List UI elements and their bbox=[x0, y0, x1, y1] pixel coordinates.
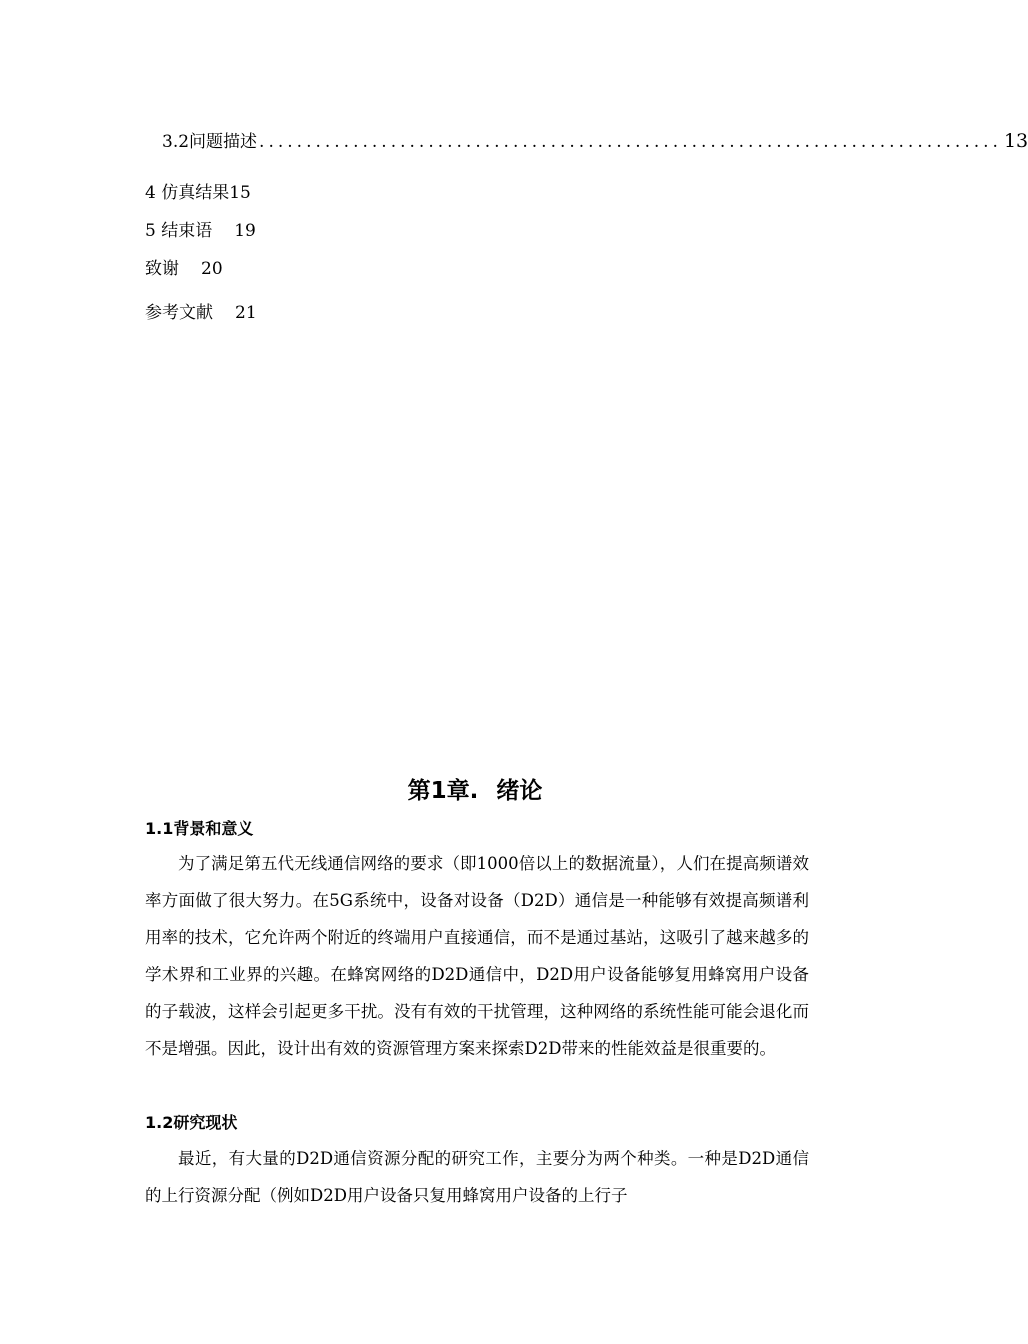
toc-entry-page: 13 bbox=[1003, 130, 1028, 152]
toc-entry-3-2[interactable] bbox=[162, 130, 1028, 153]
toc-entry-acknowledgement[interactable] bbox=[145, 258, 223, 280]
toc-entry-page: 20 bbox=[201, 259, 223, 279]
toc-entry-5[interactable] bbox=[145, 220, 256, 242]
section-heading-1-1: 1.1背景和意义 bbox=[145, 819, 254, 838]
section-paragraph-1-2: 最近，有大量的D2D通信资源分配的研究工作，主要分为两个种类。一种是D2D通信的上行资源分配（例如D2D用户设备只复用蜂窝用户设备的上行子 bbox=[145, 1149, 809, 1205]
toc-entry-label: 致谢 bbox=[145, 259, 179, 279]
chapter-title bbox=[0, 776, 950, 806]
toc-entry-label: 4 仿真结果 bbox=[145, 183, 230, 203]
toc-entry-label: 参考文献 bbox=[145, 303, 213, 323]
toc-leader-dots: ............................................................................... bbox=[259, 132, 1002, 152]
toc-entry-label: 3.2问题描述 bbox=[162, 132, 258, 152]
chapter-number: 第1章. bbox=[407, 778, 479, 804]
toc-entry-references[interactable] bbox=[145, 302, 257, 324]
section-paragraph-1-1: 为了满足第五代无线通信网络的要求（即1000倍以上的数据流量），人们在提高频谱效率方面做了很大努力。在5G系统中，设备对设备（D2D）通信是一种能够有效提高频谱利用率的技术，它允许两个附近的终端用户直接通信，而不是通过基站，这吸引了越来越多的学术界和工业界的兴趣。在蜂窝网络的D2D通信中，D2D用户设备能够复用蜂窝用户设备的子载波，这样会引起更多干扰。没有有效的干扰管理，这种网络的系统性能可能会退化而不是增强。因此，设计出有效的资源管理方案来探索D2D带来的性能效益是很重要的。 bbox=[145, 854, 809, 1058]
toc-entry-page: 15 bbox=[229, 183, 251, 203]
toc-entry-page: 21 bbox=[235, 303, 257, 323]
toc-entry-4[interactable] bbox=[145, 182, 251, 204]
toc-entry-page: 19 bbox=[234, 221, 256, 241]
chapter-name: 绪论 bbox=[496, 778, 543, 804]
section-heading-1-2: 1.2研究现状 bbox=[145, 1113, 238, 1132]
toc-entry-label: 5 结束语 bbox=[145, 221, 213, 241]
